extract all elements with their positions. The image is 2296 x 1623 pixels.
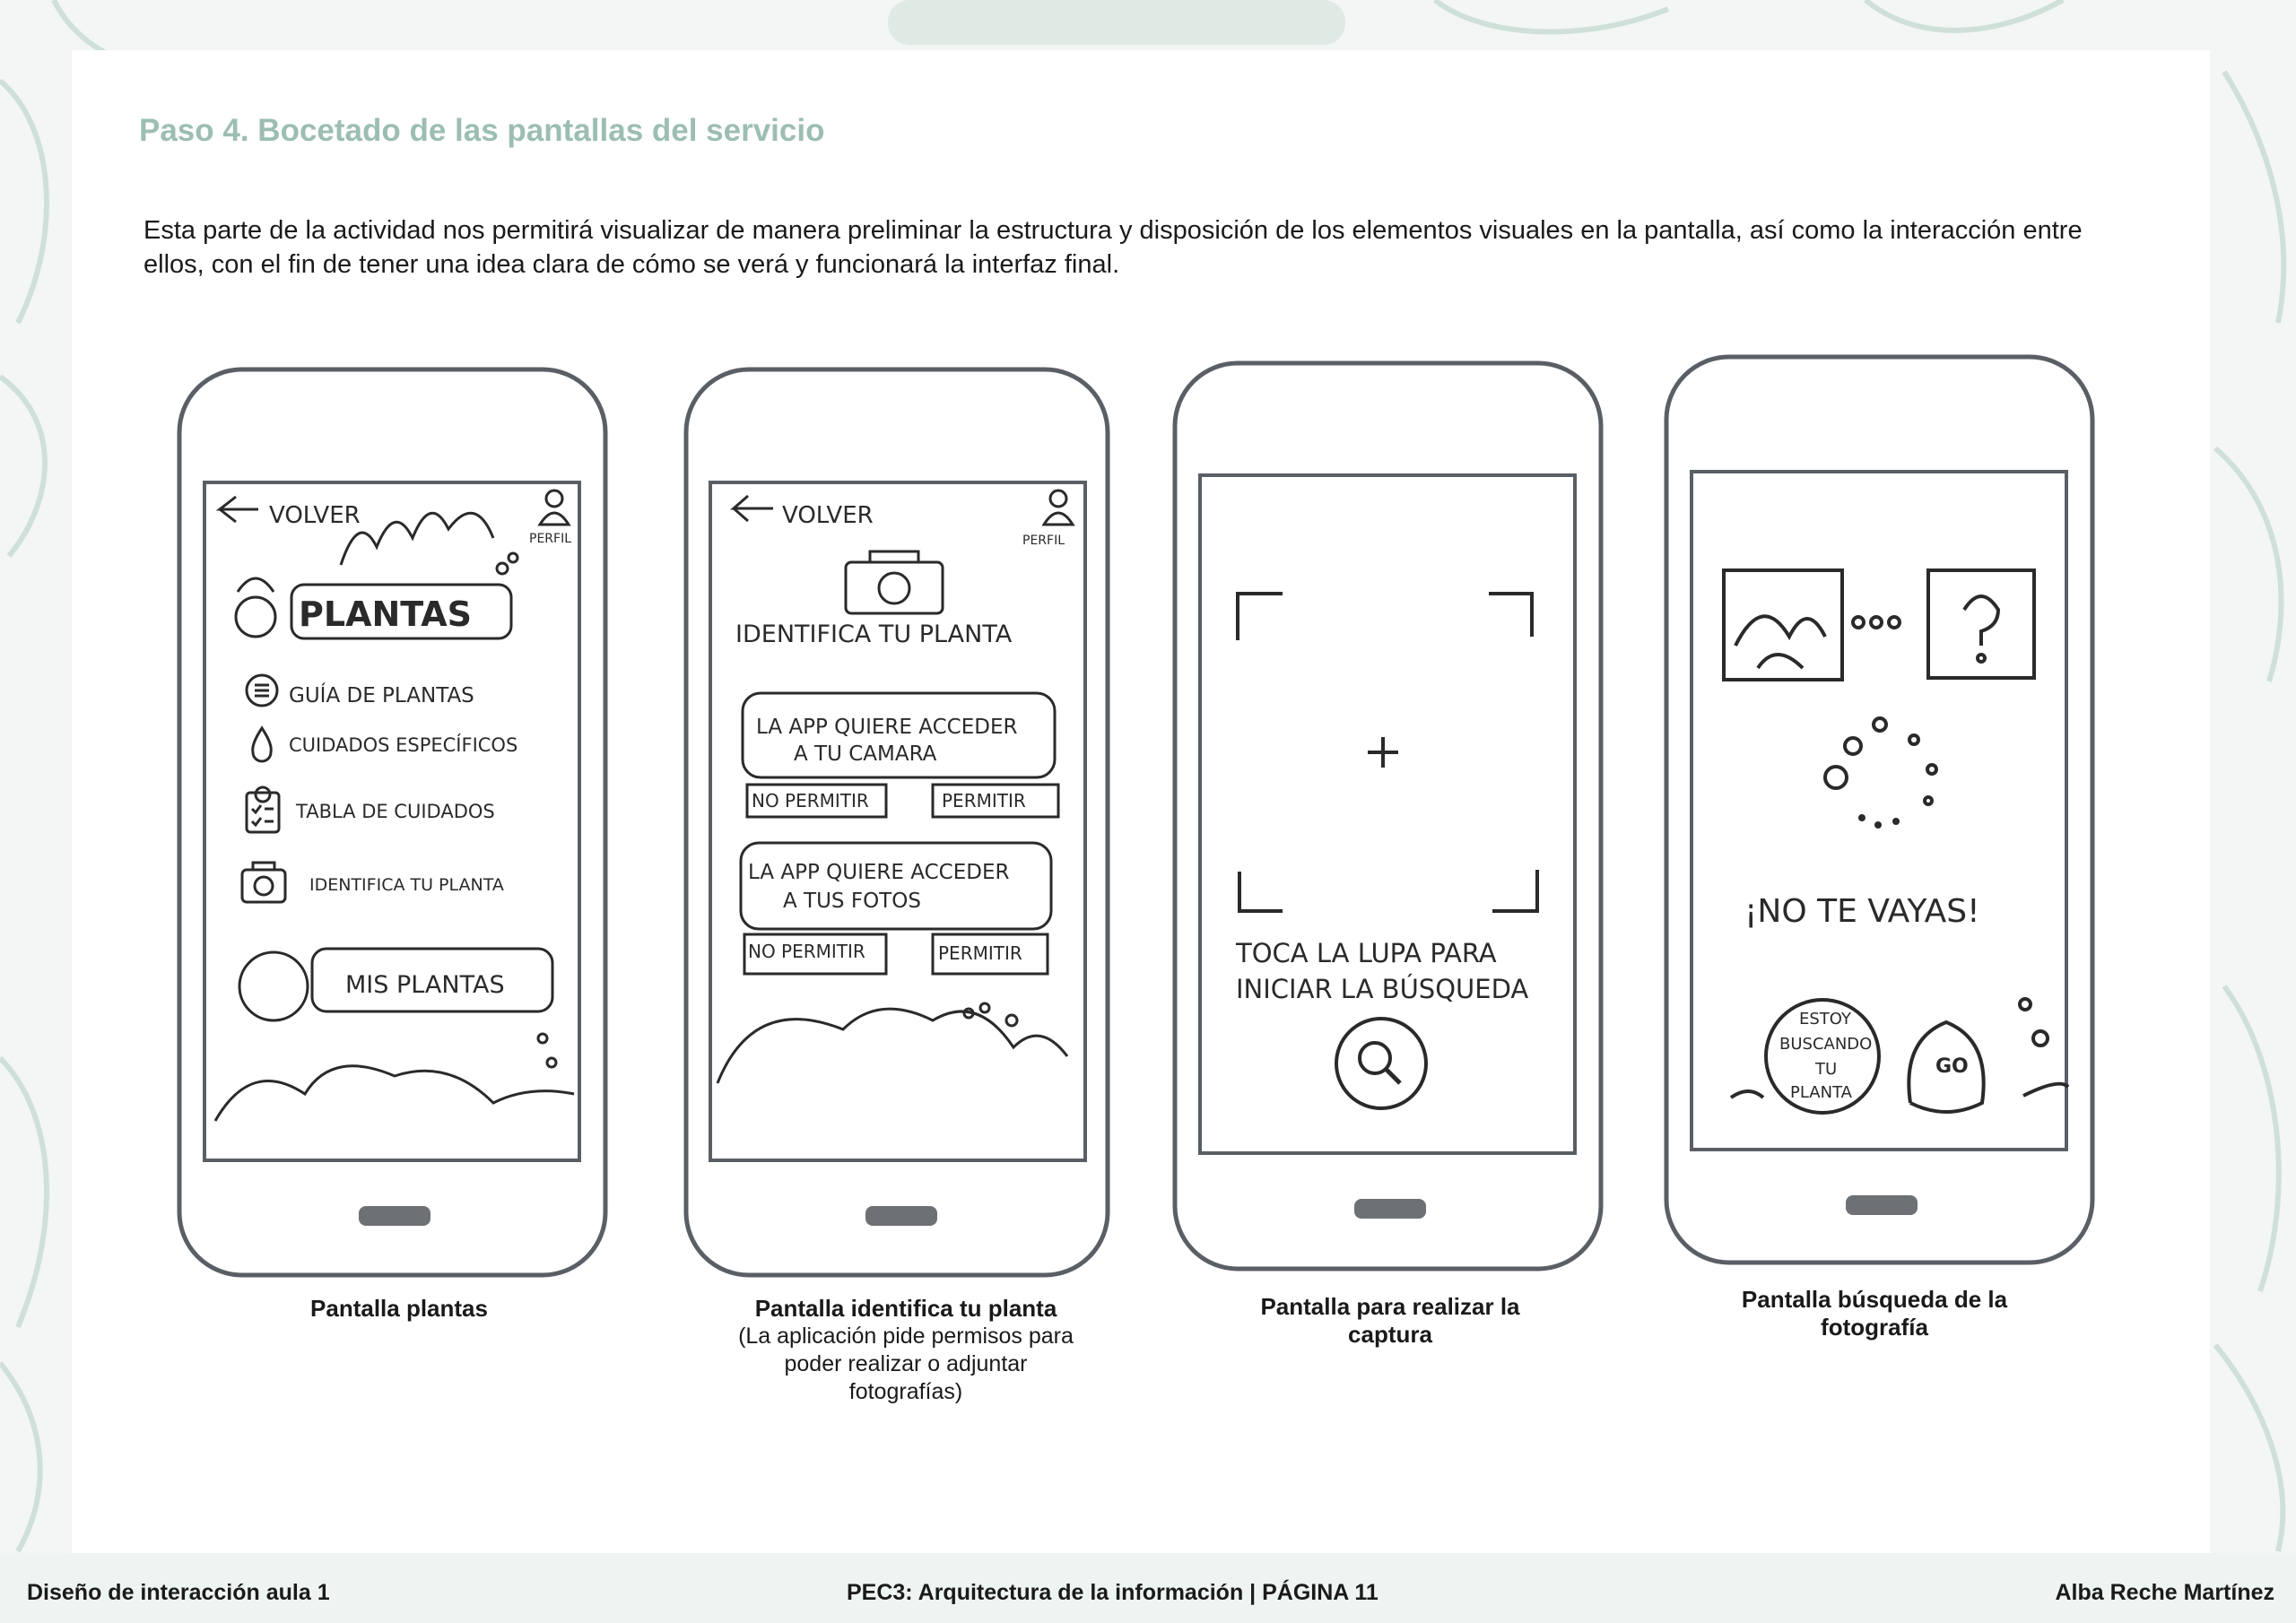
menu-item-guide: GUÍA DE PLANTAS — [289, 684, 474, 707]
footer-page-info: PEC3: Arquitectura de la información | PÁGINA 11 — [847, 1580, 1378, 1605]
camera-deny-label: NO PERMITIR — [752, 790, 869, 812]
page-heading: Paso 4. Bocetado de las pantallas del servicio — [139, 113, 825, 148]
phone-1-profile-label: PERFIL — [529, 532, 571, 546]
phone-1-back-label: VOLVER — [269, 502, 361, 529]
header-cloud-decoration — [341, 513, 493, 565]
camera-allow-label: PERMITIR — [942, 790, 1026, 812]
camera-icon — [846, 562, 943, 613]
profile-icon — [546, 490, 562, 507]
page-footer — [0, 1553, 2296, 1623]
caption-title: Pantalla búsqueda de la fotografía — [1741, 1286, 2008, 1341]
search-button — [1336, 1019, 1426, 1108]
caption-title: Pantalla plantas — [310, 1295, 488, 1322]
caption-title: Pantalla para realizar la captura — [1260, 1293, 1520, 1348]
camera-icon — [242, 870, 285, 902]
drop-icon — [253, 728, 272, 761]
back-arrow-icon — [734, 496, 773, 521]
plant-mascot-icon — [239, 952, 308, 1020]
photos-dialog-line1: LA APP QUIERE ACCEDER — [748, 861, 1010, 884]
question-icon — [1964, 596, 1998, 646]
caption-phone-4 — [1641, 1286, 2108, 1341]
camera-dialog-line2: A TU CAMARA — [794, 742, 937, 766]
viewfinder-corner-br — [1492, 870, 1537, 911]
caption-subtitle: (La aplicación pide permisos para poder realizar o adjuntar fotografías) — [738, 1324, 1074, 1404]
intro-paragraph: Esta parte de la actividad nos permitirá visualizar de manera preliminar la estructura y disposición de los elementos visuales en la pantalla, así como la interacción entre ellos, con el fin de tener una idea clara de cómo se verá y funcionará la interfaz final. — [144, 216, 2083, 279]
phone-1-frame — [179, 369, 605, 1275]
phone-3-home-button — [1354, 1199, 1426, 1219]
menu-item-table: TABLA DE CUIDADOS — [296, 801, 495, 822]
menu-item-care: CUIDADOS ESPECÍFICOS — [289, 734, 518, 756]
crosshair-icon — [1368, 737, 1398, 768]
caption-phone-3 — [1157, 1293, 1623, 1349]
phone-2-screen — [710, 482, 1085, 1160]
caption-title: Pantalla identifica tu planta — [754, 1295, 1057, 1322]
phone-4-frame — [1666, 357, 2092, 1263]
clipboard-icon — [247, 793, 279, 832]
viewfinder-corner-bl — [1239, 872, 1283, 911]
bubble-line-1: ESTOY — [1799, 1010, 1851, 1028]
my-plants-label: MIS PLANTAS — [345, 971, 505, 999]
phone-2-back-label: VOLVER — [782, 502, 874, 529]
bubble-line-3: TU — [1815, 1060, 1838, 1079]
menu-item-identify: IDENTIFICA TU PLANTA — [309, 875, 504, 895]
loading-dot — [1874, 718, 1886, 731]
mascot-label: GO — [1935, 1055, 1969, 1078]
back-arrow-icon — [220, 497, 258, 522]
instruction-line1: TOCA LA LUPA PARA — [1236, 938, 1497, 968]
wait-message: ¡NO TE VAYAS! — [1744, 893, 1980, 930]
caption-phone-1 — [166, 1295, 632, 1323]
phone-1-title: PLANTAS — [299, 595, 473, 634]
camera-dialog-line1: LA APP QUIERE ACCEDER — [756, 716, 1018, 739]
magnifier-icon — [1360, 1043, 1390, 1073]
photos-permission-dialog — [741, 843, 1051, 929]
phone-1-home-button — [359, 1206, 430, 1226]
bubble-line-2: BUSCANDO — [1779, 1035, 1873, 1054]
plant-pot-icon — [236, 597, 275, 637]
phone-2-home-button — [865, 1206, 937, 1226]
phone-2-title: IDENTIFICA TU PLANTA — [735, 621, 1013, 648]
photos-deny-label: NO PERMITIR — [748, 941, 865, 962]
viewfinder-corner-tl — [1238, 594, 1283, 640]
viewfinder-corner-tr — [1489, 594, 1532, 637]
instruction-line2: INICIAR LA BÚSQUEDA — [1236, 974, 1529, 1004]
bubble-line-4: PLANTA — [1790, 1083, 1852, 1102]
footer-author: Alba Reche Martínez — [2055, 1580, 2274, 1605]
photos-dialog-line2: A TUS FOTOS — [783, 890, 921, 913]
caption-phone-2 — [673, 1295, 1139, 1406]
phone-3-frame — [1175, 363, 1601, 1269]
phone-4-home-button — [1846, 1195, 1918, 1215]
bottom-cloud-decoration — [215, 1066, 574, 1121]
photos-allow-label: PERMITIR — [938, 942, 1022, 964]
phone-2-frame — [686, 369, 1108, 1275]
profile-icon — [1050, 490, 1066, 507]
bottom-cloud-decoration — [718, 1009, 1067, 1083]
footer-course: Diseño de interacción aula 1 — [27, 1580, 330, 1605]
phone-2-profile-label: PERFIL — [1022, 534, 1065, 548]
